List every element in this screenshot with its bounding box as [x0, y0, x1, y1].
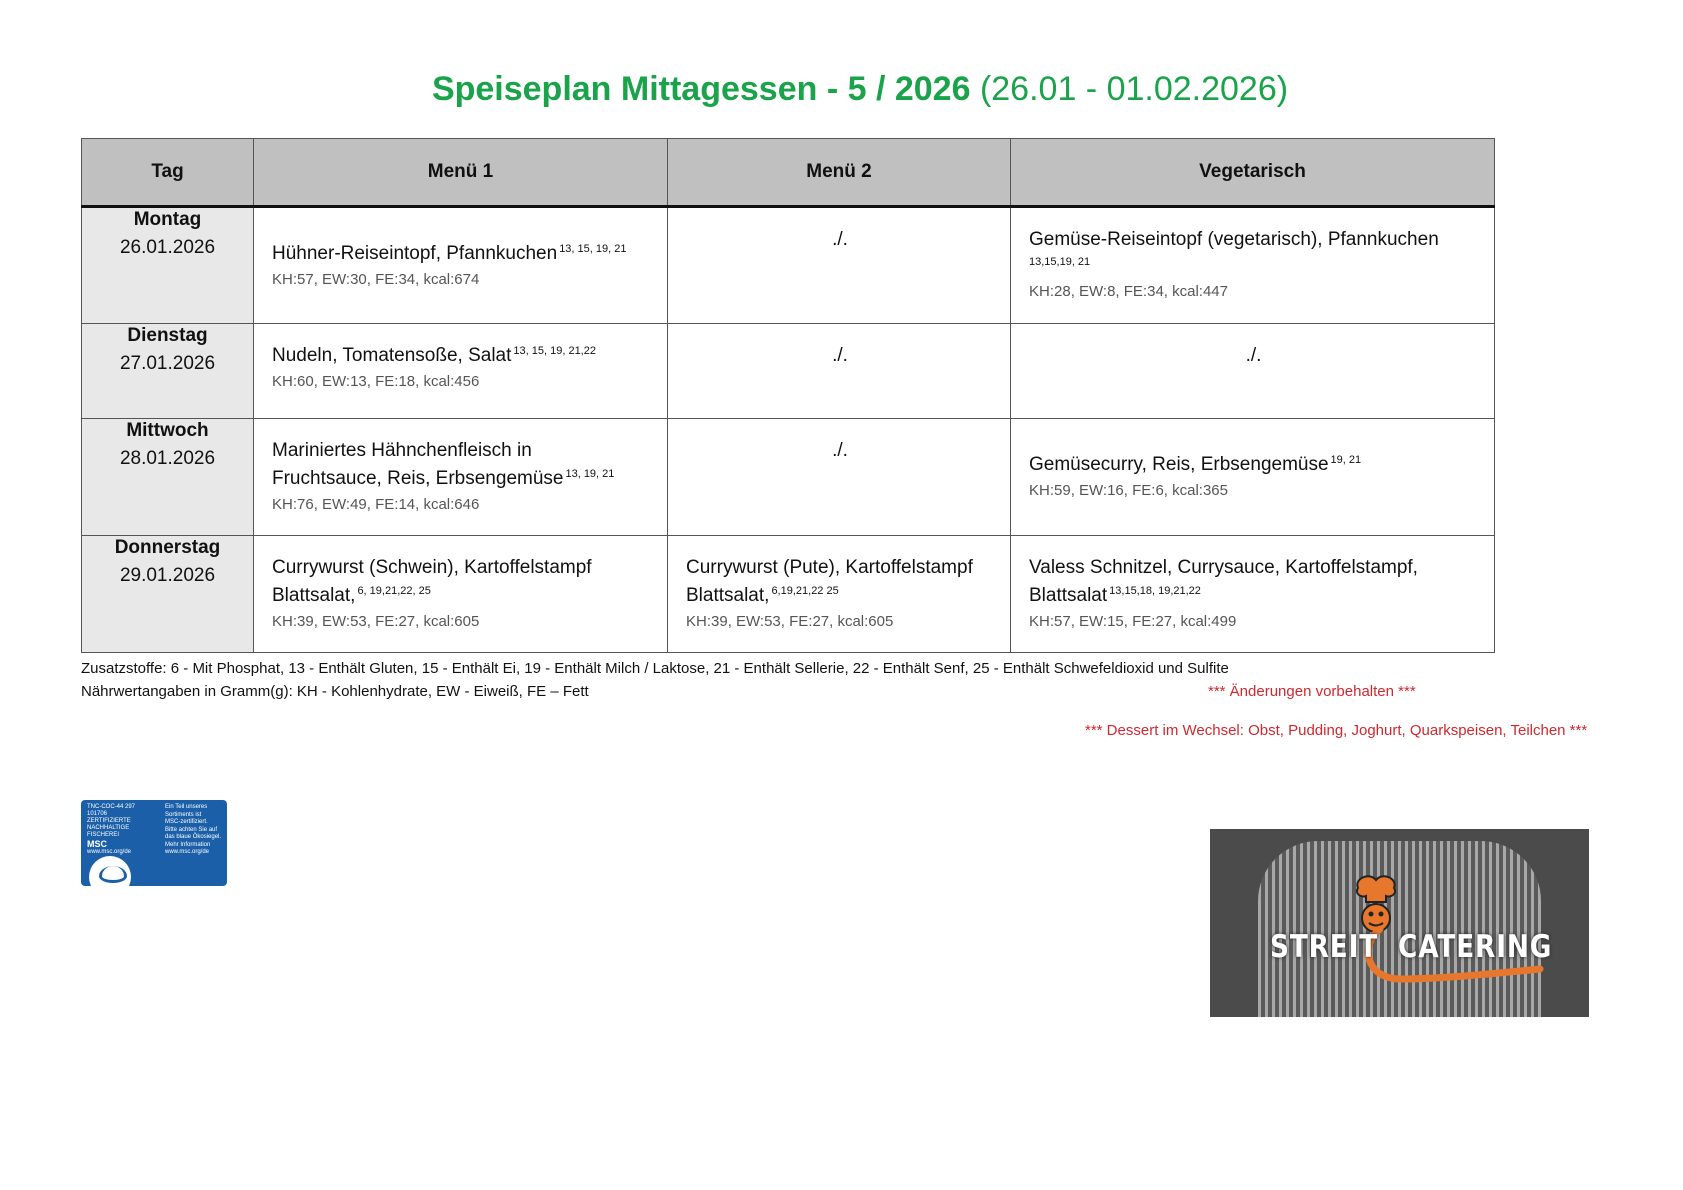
vegetarian-cell — [1011, 324, 1495, 419]
msc-certification-label — [81, 800, 227, 886]
day-cell — [82, 419, 254, 536]
dish-text: Fruchtsauce, Reis, Erbsengemüse — [272, 468, 564, 489]
table-header-row — [82, 139, 1495, 207]
vegetarian-cell — [1011, 536, 1495, 653]
allergen-codes: 19, 21 — [1330, 454, 1362, 466]
day-date: 29.01.2026 — [119, 565, 216, 586]
msc-text: NACHHALTIGE — [87, 825, 130, 831]
msc-text: Bitte achten Sie auf — [165, 826, 218, 833]
table-row — [82, 207, 1495, 324]
menu1-cell — [254, 324, 668, 419]
menu1-cell — [254, 207, 668, 324]
nutrition-info: KH:60, EW:13, FE:18, kcal:456 — [272, 373, 480, 390]
nutrition-info: KH:57, EW:30, FE:34, kcal:674 — [272, 271, 480, 288]
menu1-cell — [254, 419, 668, 536]
header-vegetarian: Vegetarisch — [1011, 139, 1495, 207]
msc-text: FISCHEREI — [87, 832, 120, 838]
allergen-codes: 13,15,19, 21 — [1029, 256, 1091, 268]
additives-legend: Zusatzstoffe: 6 - Mit Phosphat, 13 - Enthält Gluten, 15 - Enthält Ei, 19 - Enthält Milch / Laktose, 21 - Enthält Sellerie, 22 - Enthält Senf, 25 - Enthält Schwefeldioxid und Sulfite — [81, 660, 1229, 677]
dish-text: Hühner-Reiseintopf, Pfannkuchen — [272, 243, 558, 264]
dish-text: Nudeln, Tomatensoße, Salat — [272, 345, 512, 366]
header-day: Tag — [82, 139, 254, 207]
table-row — [82, 536, 1495, 653]
nutrition-info: KH:28, EW:8, FE:34, kcal:447 — [1029, 283, 1228, 300]
dish-text: Currywurst (Schwein), Kartoffelstampf — [272, 557, 592, 578]
allergen-codes: 6, 19,21,22, 25 — [357, 585, 431, 597]
day-date: 27.01.2026 — [119, 353, 216, 374]
logo-word-streit: STREIT — [1270, 929, 1379, 965]
no-dish-marker: ./. — [832, 345, 848, 366]
msc-text: Ein Teil unseres — [165, 804, 208, 810]
no-dish-marker: ./. — [832, 229, 848, 250]
title-main: Speiseplan Mittagessen - 5 / 2026 — [431, 70, 971, 108]
msc-label-left — [87, 804, 149, 856]
dish-text: Currywurst (Pute), Kartoffelstampf — [686, 557, 973, 578]
menu-table — [81, 138, 1495, 653]
msc-text: ZERTIFIZIERTE — [87, 818, 131, 824]
dish-text: Gemüse-Reiseintopf (vegetarisch), Pfannkuchen — [1029, 229, 1439, 250]
day-cell — [82, 324, 254, 419]
day-cell — [82, 207, 254, 324]
dish-text: Gemüsecurry, Reis, Erbsengemüse — [1029, 454, 1329, 475]
nutrition-info: KH:59, EW:16, FE:6, kcal:365 — [1029, 482, 1228, 499]
allergen-codes: 6,19,21,22 25 — [771, 585, 839, 597]
table-row — [82, 324, 1495, 419]
logo-word-catering: CATERING — [1398, 929, 1553, 965]
msc-text: MSC — [87, 839, 107, 849]
msc-text: www.msc.org/de — [87, 849, 132, 855]
dish-text: Valess Schnitzel, Currysauce, Kartoffelstampf, — [1029, 557, 1418, 578]
page-title — [0, 70, 1683, 109]
dish-text: Mariniertes Hähnchenfleisch in — [272, 440, 532, 461]
menu2-cell — [668, 207, 1011, 324]
msc-fish-icon — [89, 856, 131, 886]
allergen-codes: 13,15,18, 19,21,22 — [1109, 585, 1201, 597]
dish-text: Blattsalat, — [272, 585, 356, 606]
title-date-range: (26.01 - 01.02.2026) — [979, 70, 1289, 108]
header-menu2: Menü 2 — [668, 139, 1011, 207]
table-row — [82, 419, 1495, 536]
msc-text: www.msc.org/de — [165, 849, 210, 855]
allergen-codes: 13, 15, 19, 21 — [559, 243, 627, 255]
allergen-codes: 13, 15, 19, 21,22 — [513, 345, 596, 357]
streit-catering-logo — [1210, 829, 1589, 1017]
day-name: Mittwoch — [126, 420, 209, 441]
menu2-cell — [668, 536, 1011, 653]
nutrition-info: KH:57, EW:15, FE:27, kcal:499 — [1029, 613, 1237, 630]
day-name: Donnerstag — [114, 537, 221, 558]
vegetarian-cell — [1011, 419, 1495, 536]
no-dish-marker: ./. — [1245, 345, 1262, 366]
day-cell — [82, 536, 254, 653]
vegetarian-cell — [1011, 207, 1495, 324]
msc-text: Sortiments ist — [165, 811, 202, 818]
msc-text: das blaue Ökosiegel. — [165, 834, 222, 840]
dish-text: Blattsalat — [1029, 585, 1108, 606]
nutrition-info: KH:39, EW:53, FE:27, kcal:605 — [272, 613, 480, 630]
nutrition-info: KH:76, EW:49, FE:14, kcal:646 — [272, 496, 480, 513]
msc-text: TNC-COC-44 297 101706 — [87, 804, 136, 817]
menu1-cell — [254, 536, 668, 653]
logo-swirl-icon — [1210, 829, 1589, 1017]
menu2-cell — [668, 324, 1011, 419]
day-name: Montag — [133, 209, 202, 230]
msc-text: MSC-zertifiziert. — [165, 819, 208, 825]
day-name: Dienstag — [127, 325, 208, 346]
msc-label-right — [165, 804, 227, 857]
day-date: 28.01.2026 — [119, 448, 216, 469]
allergen-codes: 13, 19, 21 — [565, 468, 615, 480]
nutrition-legend: Nährwertangaben in Gramm(g): KH - Kohlenhydrate, EW - Eiweiß, FE – Fett — [81, 683, 589, 700]
day-date: 26.01.2026 — [119, 237, 216, 258]
menu2-cell — [668, 419, 1011, 536]
dessert-notice: *** Dessert im Wechsel: Obst, Pudding, Joghurt, Quarkspeisen, Teilchen *** — [1085, 722, 1588, 739]
header-menu1: Menü 1 — [254, 139, 668, 207]
dish-text: Blattsalat, — [686, 585, 770, 606]
no-dish-marker: ./. — [832, 440, 848, 461]
changes-notice: *** Änderungen vorbehalten *** — [1208, 683, 1416, 700]
msc-text: Mehr Information — [165, 841, 211, 848]
nutrition-info: KH:39, EW:53, FE:27, kcal:605 — [686, 613, 894, 630]
